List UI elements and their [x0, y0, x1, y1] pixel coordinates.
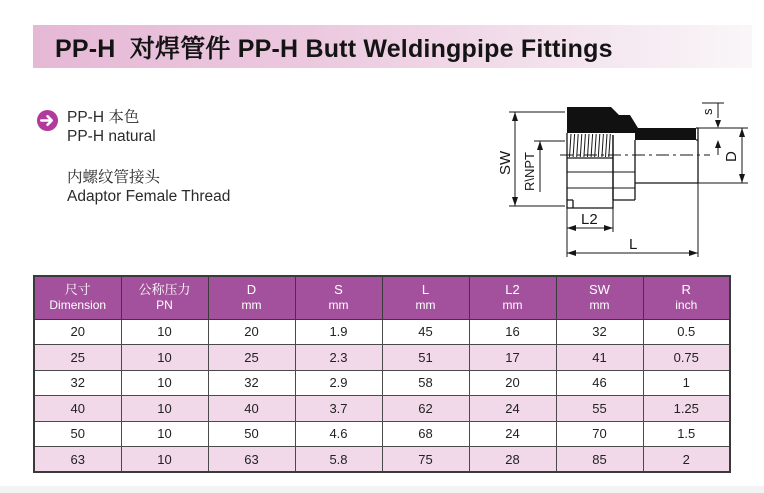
table-cell: 10 — [121, 370, 208, 396]
title-band — [33, 25, 752, 68]
dim-label-l: L — [629, 236, 638, 253]
table-cell: 68 — [382, 421, 469, 447]
column-header: R inch — [643, 276, 730, 319]
table-cell: 1.25 — [643, 396, 730, 422]
arrow-right-circle-icon — [36, 109, 59, 132]
dim-label-thread: R\NPT — [522, 152, 537, 191]
column-header: SW mm — [556, 276, 643, 319]
spec-table — [33, 275, 731, 473]
table-cell: 50 — [208, 421, 295, 447]
table-cell: 62 — [382, 396, 469, 422]
column-header: 公称压力 PN — [121, 276, 208, 319]
table-cell: 32 — [34, 370, 121, 396]
table-cell: 32 — [208, 370, 295, 396]
table-cell: 25 — [34, 345, 121, 371]
table-cell: 45 — [382, 319, 469, 345]
table-cell: 50 — [34, 421, 121, 447]
table-cell: 55 — [556, 396, 643, 422]
table-cell: 63 — [208, 447, 295, 473]
column-header: L2 mm — [469, 276, 556, 319]
table-cell: 20 — [34, 319, 121, 345]
table-cell: 24 — [469, 421, 556, 447]
table-cell: 10 — [121, 396, 208, 422]
table-row — [34, 370, 730, 396]
table-cell: 70 — [556, 421, 643, 447]
table-row — [34, 447, 730, 473]
table-body — [34, 319, 730, 472]
table-cell: 2.9 — [295, 370, 382, 396]
table-cell: 1 — [643, 370, 730, 396]
table-cell: 51 — [382, 345, 469, 371]
table-row — [34, 319, 730, 345]
material-name-en: PP-H natural — [67, 128, 156, 145]
dim-label-s: s — [700, 108, 715, 115]
column-header: L mm — [382, 276, 469, 319]
table-cell: 17 — [469, 345, 556, 371]
table-cell: 63 — [34, 447, 121, 473]
table-header-row — [34, 276, 730, 319]
table-cell: 10 — [121, 421, 208, 447]
column-header: S mm — [295, 276, 382, 319]
page-bottom-strip — [0, 486, 764, 493]
table-cell: 40 — [34, 396, 121, 422]
table-cell: 75 — [382, 447, 469, 473]
table-cell: 10 — [121, 345, 208, 371]
table-row — [34, 396, 730, 422]
table-cell: 5.8 — [295, 447, 382, 473]
product-name-en: Adaptor Female Thread — [67, 188, 231, 205]
intro-block — [36, 108, 230, 206]
table-cell: 1.5 — [643, 421, 730, 447]
table-cell: 28 — [469, 447, 556, 473]
table-cell: 46 — [556, 370, 643, 396]
table-cell: 58 — [382, 370, 469, 396]
table-cell: 10 — [121, 447, 208, 473]
column-header: 尺寸 Dimension — [34, 276, 121, 319]
technical-drawing — [472, 85, 764, 268]
dim-label-sw: SW — [497, 150, 514, 175]
table-cell: 24 — [469, 396, 556, 422]
product-name-cn: 内螺纹管接头 — [67, 169, 161, 186]
column-header: D mm — [208, 276, 295, 319]
table-cell: 4.6 — [295, 421, 382, 447]
table-cell: 40 — [208, 396, 295, 422]
table-cell: 20 — [469, 370, 556, 396]
table-cell: 16 — [469, 319, 556, 345]
table-cell: 20 — [208, 319, 295, 345]
table-cell: 0.5 — [643, 319, 730, 345]
table-cell: 2.3 — [295, 345, 382, 371]
table-cell: 1.9 — [295, 319, 382, 345]
table-row — [34, 421, 730, 447]
table-cell: 10 — [121, 319, 208, 345]
spec-table-section — [33, 275, 731, 473]
table-cell: 3.7 — [295, 396, 382, 422]
table-cell: 25 — [208, 345, 295, 371]
table-cell: 2 — [643, 447, 730, 473]
table-cell: 41 — [556, 345, 643, 371]
material-name-cn: PP-H 本色 — [67, 109, 140, 126]
table-cell: 0.75 — [643, 345, 730, 371]
dim-label-d: D — [723, 151, 740, 162]
table-cell: 32 — [556, 319, 643, 345]
page-title: PP-H 对焊管件 PP-H Butt Weldingpipe Fittings — [55, 34, 613, 63]
table-row — [34, 345, 730, 371]
table-cell: 85 — [556, 447, 643, 473]
dim-label-l2: L2 — [581, 211, 598, 228]
